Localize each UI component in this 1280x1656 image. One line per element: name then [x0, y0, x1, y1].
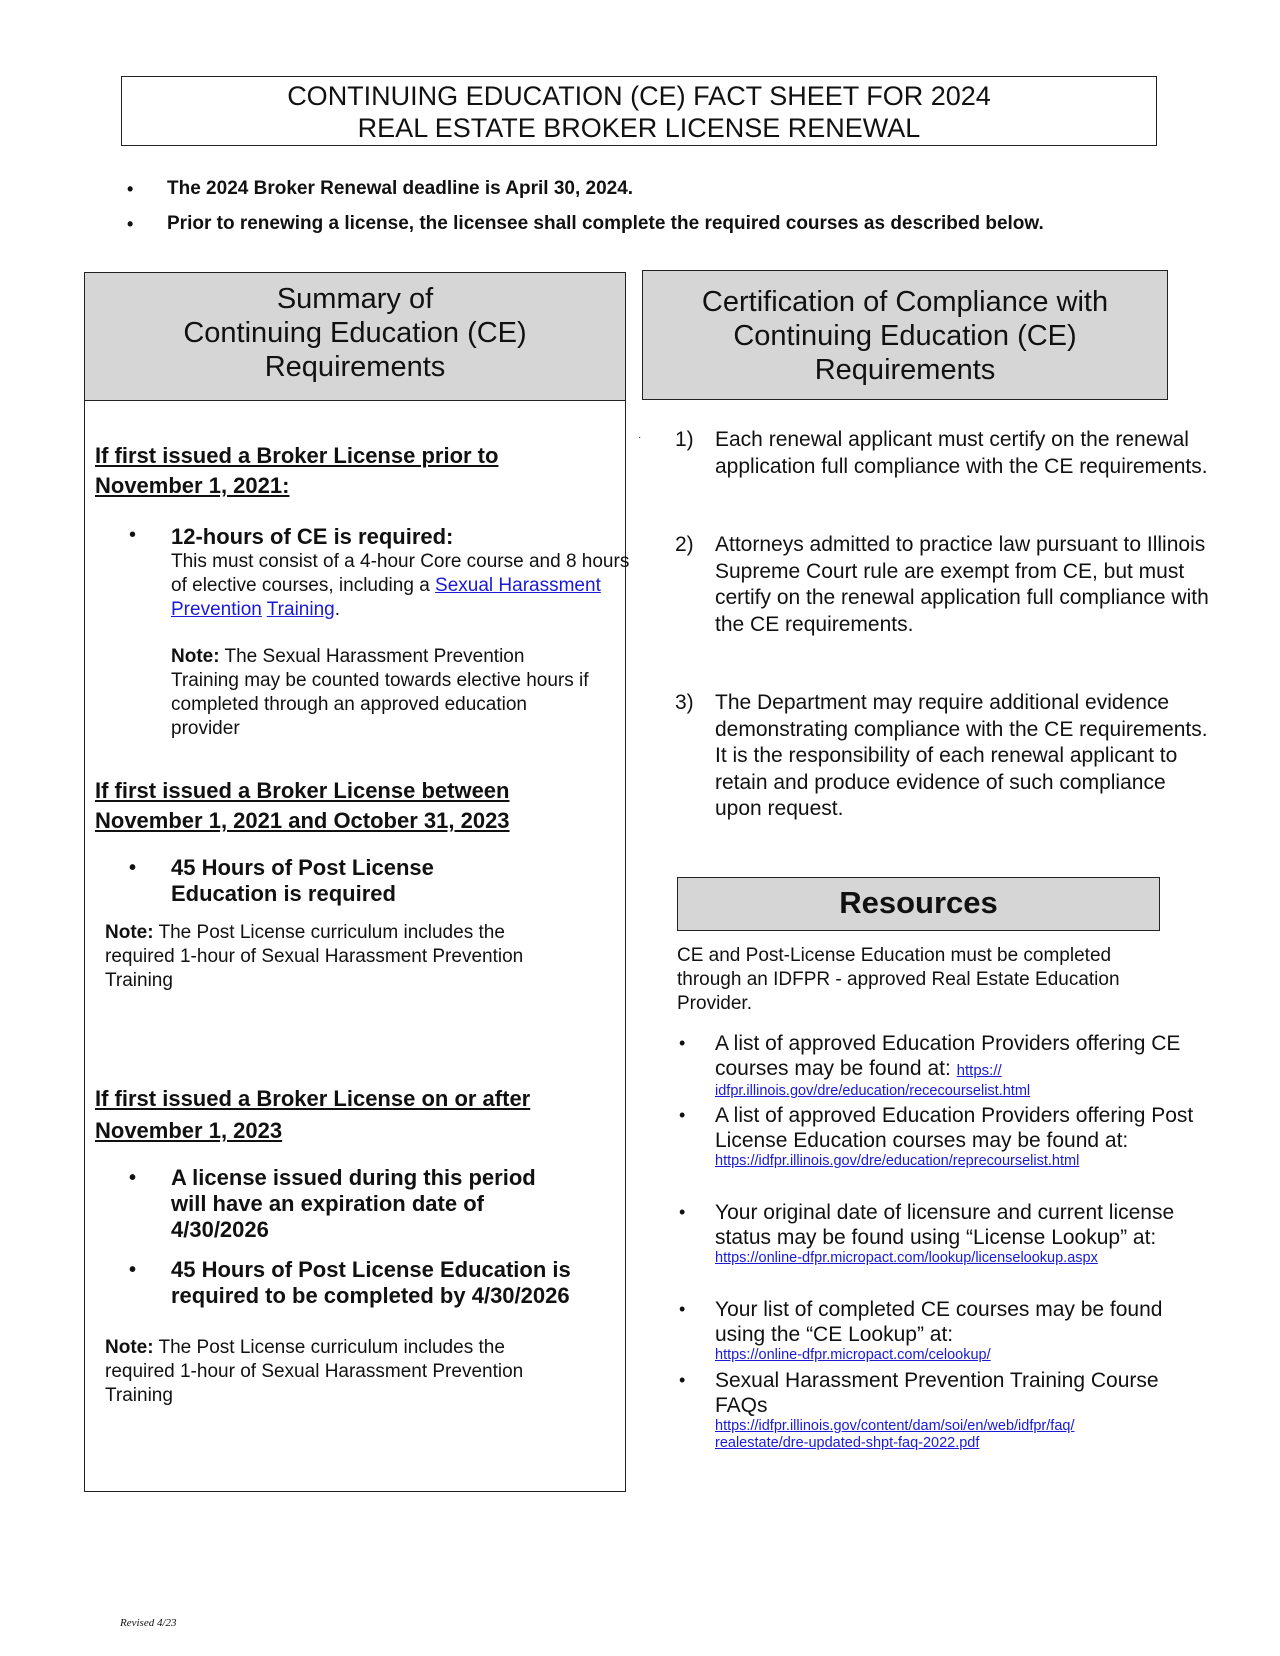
- resource-post-license-providers: [677, 1103, 1210, 1170]
- stray-mark: ·: [638, 432, 642, 443]
- section1-note: [171, 645, 591, 741]
- resource-shpt-faq: [677, 1368, 1210, 1452]
- bullet-deadline: • The 2024 Broker Renewal deadline is April 30, 2024.: [125, 178, 1044, 213]
- shp-link[interactable]: Sexual Harassment Prevention: [171, 575, 601, 620]
- note-label: Note:: [171, 646, 220, 667]
- section3-bullet-1: • A license issued during this period will have an expiration date of 4/30/2026: [129, 1165, 571, 1243]
- certification-heading-line-1: Certification of Compliance with: [701, 286, 1109, 318]
- section2-heading-line-2: November 1, 2021 and October 31, 2023: [95, 808, 510, 833]
- summary-heading-line-2: Continuing Education (CE): [183, 317, 527, 349]
- item-text: Attorneys admitted to practice law pursuant to Illinois Supreme Court rule are exempt from CE, but must certify on the renewal application full compliance with the CE requirements.: [715, 533, 1209, 636]
- certification-item-1: [675, 427, 1215, 480]
- section2-heading: [95, 776, 510, 836]
- item-number: 2): [675, 533, 694, 556]
- resource-text: Your list of completed CE courses may be found using the “CE Lookup” at:: [715, 1298, 1163, 1346]
- summary-panel: [84, 272, 630, 1492]
- resource-ce-providers: [677, 1031, 1210, 1100]
- certification-heading-line-2: Continuing Education (CE): [733, 320, 1077, 352]
- section2-note: [105, 921, 575, 993]
- summary-heading: [85, 273, 625, 401]
- summary-heading-line-3: Requirements: [264, 351, 446, 383]
- training-link[interactable]: Training: [266, 599, 335, 620]
- resource-text: A list of approved Education Providers offering Post License Education courses may be found at:: [715, 1104, 1194, 1152]
- resource-license-lookup: [677, 1200, 1210, 1267]
- section3-heading-line-2: November 1, 2023: [95, 1118, 283, 1143]
- item-number: 1): [675, 428, 694, 451]
- section1-heading: [95, 441, 498, 501]
- resource-text: A list of approved Education Providers offering CE courses may be found at:: [715, 1032, 1181, 1080]
- section3-bullet-2: • 45 Hours of Post License Education is required to be completed by 4/30/2026: [129, 1257, 571, 1309]
- note-label: Note:: [105, 1337, 154, 1358]
- title-line-2: REAL ESTATE BROKER LICENSE RENEWAL: [357, 113, 921, 143]
- item-number: 3): [675, 691, 694, 714]
- section2-bullet: • 45 Hours of Post License Education is required: [129, 855, 471, 907]
- ce-courses-link[interactable]: https://: [956, 1062, 1002, 1079]
- bullet-prior-renewing: • Prior to renewing a license, the licensee shall complete the required courses as described below.: [125, 213, 1044, 248]
- note-text: The Post License curriculum includes the required 1-hour of Sexual Harassment Prevention Training: [105, 1337, 524, 1406]
- note-text: The Post License curriculum includes the required 1-hour of Sexual Harassment Prevention Training: [105, 922, 524, 991]
- resource-text: Sexual Harassment Prevention Training Course FAQs: [715, 1369, 1159, 1417]
- certification-item-3: [675, 690, 1215, 823]
- title-line-1: CONTINUING EDUCATION (CE) FACT SHEET FOR 2024: [287, 81, 991, 111]
- item-text: The Department may require additional evidence demonstrating compliance with the CE requirements. It is the responsibility of each renewal applicant to retain and produce evidence of such compliance upon request.: [715, 691, 1208, 820]
- top-bullets: [125, 178, 1044, 248]
- resources-intro: CE and Post-License Education must be completed through an IDFPR - approved Real Estate Education Provider.: [677, 945, 1120, 1014]
- shpt-faq-link-cont[interactable]: realestate/dre-updated-shpt-faq-2022.pdf: [715, 1435, 980, 1451]
- certification-heading-line-3: Requirements: [814, 354, 996, 386]
- note-label: Note:: [105, 922, 154, 943]
- shpt-faq-link[interactable]: https://idfpr.illinois.gov/content/dam/soi/en/web/idfpr/faq/: [715, 1418, 1075, 1434]
- revision-footer: Revised 4/23: [120, 1617, 177, 1629]
- summary-heading-line-1: Summary of: [276, 283, 434, 315]
- item-text: Each renewal applicant must certify on the renewal application full compliance with the CE requirements.: [715, 428, 1208, 478]
- resource-ce-lookup: [677, 1297, 1210, 1364]
- section1-bullet: [129, 524, 641, 622]
- section1-heading-line-1: If first issued a Broker License prior to: [95, 443, 499, 468]
- note-text: The Sexual Harassment Prevention Training may be counted towards elective hours if completed through an approved education provider: [171, 646, 589, 739]
- section1-bullet-body: [171, 550, 641, 622]
- certification-item-2: [675, 532, 1215, 638]
- period: .: [334, 599, 341, 620]
- section1-bullet-text: This must consist of a 4-hour Core course and 8 hours of elective courses, including a: [171, 551, 630, 596]
- ce-courses-link-cont[interactable]: idfpr.illinois.gov/dre/education/rececourselist.html: [715, 1083, 1031, 1099]
- certification-heading: [642, 270, 1168, 400]
- section3-heading: [95, 1083, 530, 1147]
- license-lookup-link[interactable]: https://online-dfpr.micropact.com/lookup/licenselookup.aspx: [715, 1250, 1098, 1266]
- post-license-courses-link[interactable]: https://idfpr.illinois.gov/dre/education/reprecourselist.html: [715, 1153, 1080, 1169]
- section1-bullet-title: • 12-hours of CE is required:: [171, 524, 454, 549]
- section3-heading-line-1: If first issued a Broker License on or after: [95, 1086, 531, 1111]
- document-title: [121, 76, 1157, 146]
- section2-heading-line-1: If first issued a Broker License between: [95, 778, 510, 803]
- resources-heading: Resources: [677, 877, 1160, 931]
- ce-lookup-link[interactable]: https://online-dfpr.micropact.com/celookup/: [715, 1347, 991, 1363]
- resource-text: Your original date of licensure and current license status may be found using “License Lookup” at:: [715, 1201, 1175, 1249]
- section3-note: [105, 1336, 575, 1408]
- section1-heading-line-2: November 1, 2021:: [95, 473, 290, 498]
